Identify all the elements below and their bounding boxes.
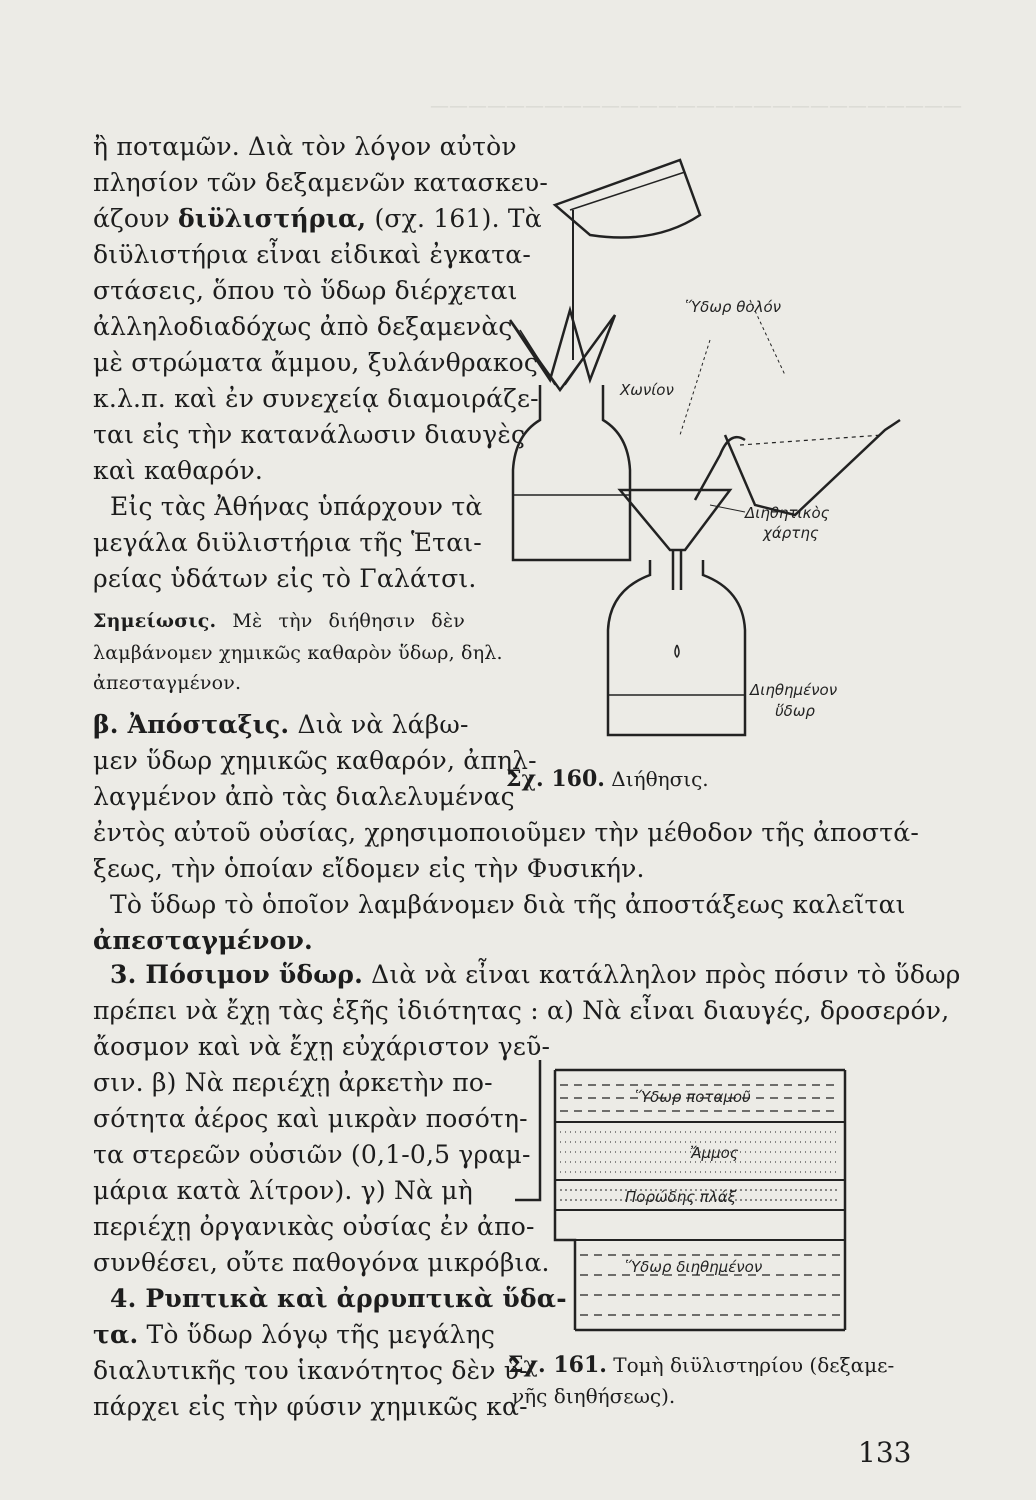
text-fragment: (σχ. 161). Τὰ xyxy=(374,204,542,233)
text-line: ἀλληλοδιαδόχως ἀπὸ δεξαμενὰς xyxy=(93,312,513,341)
figure-160-filtration-diagram xyxy=(495,150,905,750)
text-line xyxy=(93,1318,496,1352)
text-line: μὲ στρώματα ἄμμου, ξυλάνθρακος xyxy=(93,348,539,377)
text-line: Εἰς τὰς Ἀθήνας ὑπάρχουν τὰ xyxy=(110,492,483,521)
text-line: σότητα ἀέρος καὶ μικρὰν ποσότη- xyxy=(93,1104,528,1133)
text-fragment: άζουν xyxy=(93,204,170,233)
label-filter-paper-2: χάρτης xyxy=(763,524,819,542)
figure-160-caption xyxy=(506,766,709,792)
figure-161-title: Τομὴ διϋλιστηρίου (δεξαμε- xyxy=(613,1353,895,1377)
label-funnel: Χωνίον xyxy=(620,381,674,399)
label-filtered-water: Διηθημένον xyxy=(750,681,838,699)
page-number: 133 xyxy=(858,1436,912,1469)
label-porous-plate: Πορώδης πλάξ xyxy=(625,1188,736,1206)
text-line: μεν ὕδωρ χημικῶς καθαρόν, ἀπηλ- xyxy=(93,746,537,775)
text-line: πρέπει νὰ ἔχῃ τὰς ἑξῆς ἰδιότητας : α) Νὰ εἶναι διαυγές, δροσερόν, xyxy=(93,996,950,1025)
text-line: ρείας ὑδάτων εἰς τὸ Γαλάτσι. xyxy=(93,564,477,593)
text-line: σιν. β) Νὰ περιέχῃ ἀρκετὴν πο- xyxy=(93,1068,493,1097)
text-line: μάρια κατὰ λίτρον). γ) Νὰ μὴ xyxy=(93,1176,473,1205)
bleed-through-texture: ———————————————————————————— xyxy=(430,95,962,117)
note-line: λαμβάνομεν χημικῶς καθαρὸν ὕδωρ, δηλ. xyxy=(93,642,503,664)
text-line: πλησίον τῶν δεξαμενῶν κατασκευ- xyxy=(93,168,548,197)
text-line: καὶ καθαρόν. xyxy=(93,456,263,485)
left-flask xyxy=(513,385,630,560)
section-heading-hard-water-cont: τα. xyxy=(93,1320,139,1349)
text-fragment: Διὰ νὰ λάβω- xyxy=(297,710,469,739)
figure-161-label: Σχ. 161. xyxy=(508,1352,607,1378)
label-turbid-water: Ὕδωρ θολόν xyxy=(685,298,781,316)
turbid-water-vessel xyxy=(725,420,900,515)
note-line: ἀπεσταγμένον. xyxy=(93,672,242,694)
text-line: διϋλιστήρια εἶναι εἰδικαὶ ἐγκατα- xyxy=(93,240,531,269)
label-sand: Ἄμμος xyxy=(690,1144,739,1162)
label-filtered-water-2: ὕδωρ xyxy=(775,702,815,720)
left-ground-wall xyxy=(515,1060,540,1200)
text-fragment: Μὲ τὴν διήθησιν δὲν xyxy=(232,610,465,632)
figure-161-caption-cont: νῆς διηθήσεως). xyxy=(512,1384,676,1408)
pointer-line xyxy=(680,340,710,435)
text-fragment: Διὰ νὰ εἶναι κατάλληλον πρὸς πόσιν τὸ ὕδωρ xyxy=(371,960,961,989)
label-filtered-water: Ὕδωρ διηθημένον xyxy=(625,1258,763,1276)
figure-161-filter-bed-diagram xyxy=(500,1040,900,1340)
figure-160-label: Σχ. 160. xyxy=(506,766,605,792)
text-line: ξεως, τὴν ὁποίαν εἴδομεν εἰς τὴν Φυσικήν. xyxy=(93,854,645,883)
section-heading-drinking-water: 3. Πόσιμον ὕδωρ. xyxy=(110,960,363,989)
text-line xyxy=(93,202,542,236)
pouring-beaker xyxy=(555,160,700,238)
label-filter-paper: Διηθητικὸς xyxy=(745,504,830,522)
text-line: κ.λ.π. καὶ ἐν συνεχείᾳ διαμοιράζε- xyxy=(93,384,539,413)
label-river-water: Ὕδωρ ποταμοῦ xyxy=(635,1088,751,1106)
fluted-filter-paper xyxy=(510,310,615,390)
text-fragment: Τὸ ὕδωρ λόγῳ τῆς μεγάλης xyxy=(146,1320,496,1349)
text-line xyxy=(110,958,961,992)
figure-160-title: Διήθησις. xyxy=(611,767,709,791)
note-label: Σημείωσις. xyxy=(93,610,217,632)
receiving-flask xyxy=(608,560,745,735)
figure-161-caption xyxy=(508,1352,894,1378)
text-line xyxy=(110,1282,567,1316)
term-filter-plants: διϋλιστήρια, xyxy=(178,204,367,233)
term-distilled: ἀπεσταγμένον. xyxy=(93,926,313,955)
text-line: λαγμένον ἀπὸ τὰς διαλελυμένας xyxy=(93,782,515,811)
text-line xyxy=(93,924,313,958)
text-line: ἐντὸς αὐτοῦ οὐσίας, χρησιμοποιοῦμεν τὴν μέθοδον τῆς ἀποστά- xyxy=(93,818,919,847)
text-line: συνθέσει, οὔτε παθογόνα μικρόβια. xyxy=(93,1248,550,1277)
text-line: ται εἰς τὴν κατανάλωσιν διαυγὲς xyxy=(93,420,526,449)
text-line: περιέχῃ ὀργανικὰς οὐσίας ἐν ἀπο- xyxy=(93,1212,535,1241)
text-line: διαλυτικῆς του ἱκανότητος δὲν ὑ- xyxy=(93,1356,528,1385)
text-line: Τὸ ὕδωρ τὸ ὁποῖον λαμβάνομεν διὰ τῆς ἀποστάξεως καλεῖται xyxy=(110,890,906,919)
text-line: ἄοσμον καὶ νὰ ἔχῃ εὐχάριστον γεῦ- xyxy=(93,1032,551,1061)
section-heading-hard-water: 4. Ρυπτικὰ καὶ ἀρρυπτικὰ ὕδα- xyxy=(110,1284,567,1313)
text-line: ἢ ποταμῶν. Διὰ τὸν λόγον αὐτὸν xyxy=(93,132,517,161)
text-line: μεγάλα διϋλιστήρια τῆς Ἑται- xyxy=(93,528,482,557)
text-line: τα στερεῶν οὐσιῶν (0,1-0,5 γραμ- xyxy=(93,1140,531,1169)
text-line: πάρχει εἰς τὴν φύσιν χημικῶς κα- xyxy=(93,1392,528,1421)
section-heading-distillation: β. Ἀπόσταξις. xyxy=(93,710,290,739)
glass-funnel xyxy=(620,490,730,590)
text-line: στάσεις, ὅπου τὸ ὕδωρ διέρχεται xyxy=(93,276,518,305)
note-line xyxy=(93,606,465,636)
text-line xyxy=(93,708,469,742)
